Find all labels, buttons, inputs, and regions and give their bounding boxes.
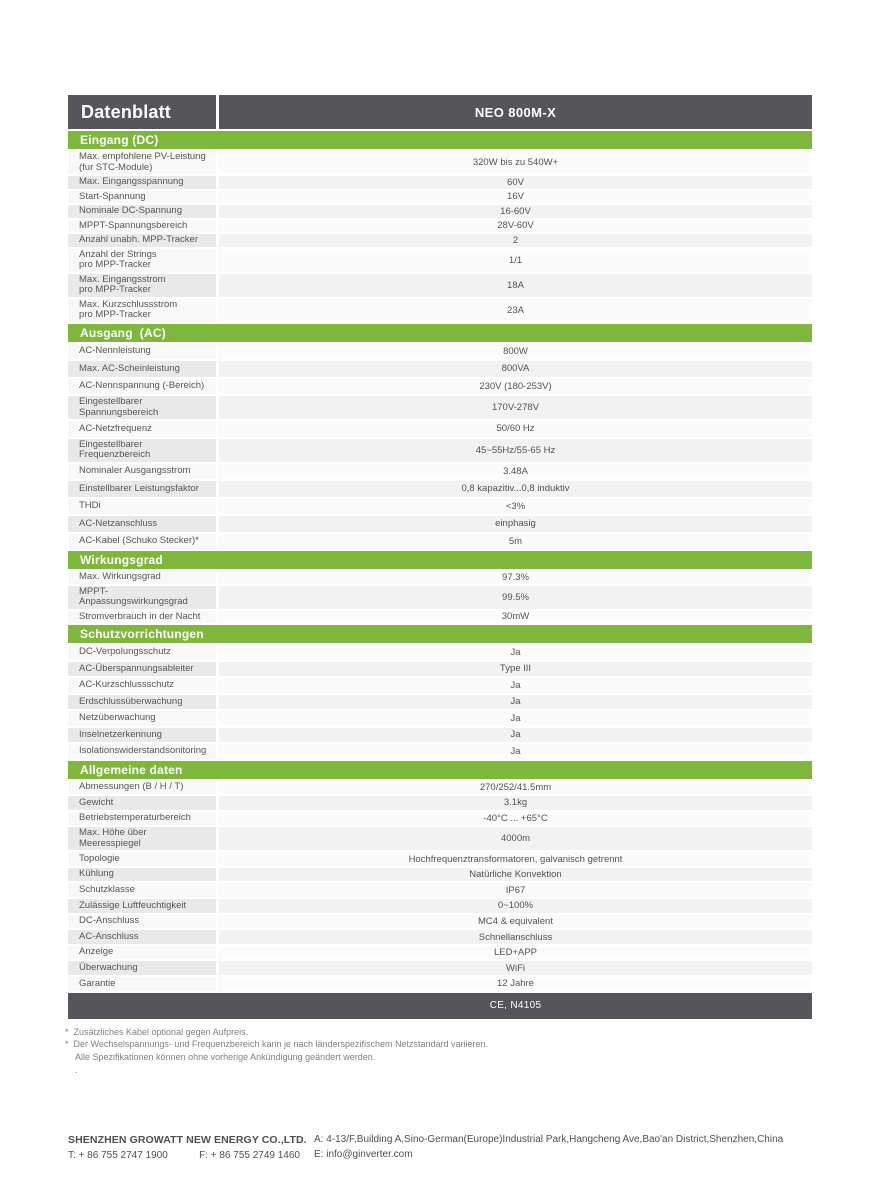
row-label-line: Zulässige Luftfeuchtigkeit — [79, 899, 187, 911]
row-label — [68, 249, 216, 272]
footnote-line: * Zusätzliches Kabel optional gegen Aufpreis. — [65, 1026, 249, 1037]
row-value: Natürliche Konvektion — [216, 868, 812, 882]
table-row — [68, 344, 812, 362]
row-label — [68, 571, 216, 584]
row-label — [68, 695, 216, 710]
row-value: Ja — [216, 744, 812, 759]
row-value: 50/60 Hz — [216, 421, 812, 437]
table-row — [68, 571, 812, 586]
row-label — [68, 344, 216, 360]
row-label — [68, 915, 216, 929]
table-row — [68, 379, 812, 397]
row-label-line: Eingestellbarer Spannungsbereich — [79, 396, 159, 418]
row-value: 99.5% — [216, 586, 812, 609]
row-label-line: Garantie — [79, 977, 116, 989]
row-label — [68, 299, 216, 322]
row-label — [68, 191, 216, 204]
page-title: Datenblatt — [68, 95, 216, 129]
row-label-line: Netzüberwachung — [79, 712, 156, 723]
row-label — [68, 796, 216, 810]
row-value: IP67 — [216, 883, 812, 897]
row-label — [68, 728, 216, 743]
model-name: NEO 800M-X — [216, 95, 812, 129]
row-label-line: Erdschlussüberwachung — [79, 695, 183, 707]
row-label-line: Max. AC-Scheinleistung — [79, 362, 180, 374]
row-label-line: Einstellbarer Leistungsfaktor — [79, 482, 199, 494]
row-label — [68, 220, 216, 233]
row-value: 18A — [216, 274, 812, 297]
row-label-line: AC-Nennspannung (-Bereich) — [79, 380, 205, 391]
row-value: 0~100% — [216, 899, 812, 913]
spec-table — [65, 95, 812, 1077]
spec-section — [68, 761, 812, 993]
table-row — [68, 868, 812, 884]
row-label-line: AC-Überspannungsableiter — [79, 662, 194, 674]
row-value: 800VA — [216, 361, 812, 377]
row-value: 23A — [216, 299, 812, 322]
row-value: 2 — [216, 234, 812, 247]
row-value: Ja — [216, 678, 812, 693]
row-value: Ja — [216, 728, 812, 743]
row-value: Ja — [216, 645, 812, 660]
table-row — [68, 299, 812, 324]
table-row — [68, 205, 812, 220]
footnotes — [65, 1026, 812, 1077]
row-value: 320W bis zu 540W+ — [216, 151, 812, 174]
table-row — [68, 711, 812, 728]
table-row — [68, 421, 812, 439]
row-label — [68, 883, 216, 897]
table-row — [68, 883, 812, 899]
row-label — [68, 812, 216, 826]
row-label — [68, 464, 216, 480]
row-label-line: Max. Kurzschlussstrom — [79, 298, 178, 310]
company-info-left — [68, 1134, 307, 1161]
spec-section — [68, 324, 812, 552]
row-label-line: Anzahl der Strings — [79, 248, 157, 260]
company-info-right — [300, 1134, 812, 1161]
table-row — [68, 499, 812, 517]
row-label — [68, 361, 216, 377]
row-value: 28V-60V — [216, 220, 812, 233]
row-value: Ja — [216, 711, 812, 726]
row-label-line: Schutzklasse — [79, 884, 135, 896]
table-row — [68, 361, 812, 379]
row-value: Hochfrequenztransformatoren, galvanisch getrennt — [216, 852, 812, 866]
row-value: 16-60V — [216, 205, 812, 218]
row-label-line: AC-Anschluss — [79, 930, 139, 942]
row-label-line: MPPT-Spannungsbereich — [79, 219, 188, 231]
certification-bar-spacer — [68, 993, 219, 1019]
row-label-line: Abmessungen (B / H / T) — [79, 781, 184, 793]
row-value: MC4 & equivalent — [216, 915, 812, 929]
table-row — [68, 946, 812, 962]
table-row — [68, 220, 812, 235]
row-label — [68, 977, 216, 991]
row-label-line: (fur STC-Module) — [79, 161, 153, 173]
row-label-line: Max. Eingangsspannung — [79, 176, 184, 187]
table-row — [68, 695, 812, 712]
row-value: 1/1 — [216, 249, 812, 272]
table-row — [68, 930, 812, 946]
company-telephone: T: + 86 755 2747 1900 — [68, 1150, 168, 1161]
row-label-line: Max. Höhe über Meeresspiegel — [79, 827, 147, 849]
row-label — [68, 827, 216, 850]
row-label — [68, 234, 216, 247]
table-row — [68, 899, 812, 915]
row-value: WiFi — [216, 961, 812, 975]
spec-section — [68, 625, 812, 761]
row-value: 800W — [216, 344, 812, 360]
table-row — [68, 961, 812, 977]
row-label-line: Nominale DC-Spannung — [79, 205, 182, 216]
row-label — [68, 868, 216, 882]
row-value: 60V — [216, 176, 812, 189]
row-value: 270/252/41.5mm — [216, 781, 812, 795]
row-value: 0,8 kapazitiv...0,8 induktiv — [216, 481, 812, 497]
row-label-line: Überwachung — [79, 961, 138, 973]
table-row — [68, 781, 812, 797]
row-value: Ja — [216, 695, 812, 710]
row-label-line: Eingestellbarer Frequenzbereich — [79, 438, 151, 460]
row-value: LED+APP — [216, 946, 812, 960]
row-label — [68, 611, 216, 624]
row-label — [68, 396, 216, 419]
row-label-line: pro MPP-Tracker — [79, 284, 151, 295]
row-label-line: AC-Nennleistung — [79, 345, 151, 356]
row-label — [68, 534, 216, 550]
row-label-line: AC-Netzfrequenz — [79, 422, 152, 434]
row-label-line: Topologie — [79, 852, 120, 864]
row-label — [68, 586, 216, 609]
row-label — [68, 516, 216, 532]
row-label — [68, 439, 216, 462]
row-label-line: Max. Wirkungsgrad — [79, 571, 161, 582]
table-row — [68, 191, 812, 206]
table-row — [68, 977, 812, 993]
table-row — [68, 586, 812, 611]
row-value: 16V — [216, 191, 812, 204]
company-name: SHENZHEN GROWATT NEW ENERGY CO.,LTD. — [68, 1134, 307, 1146]
row-label — [68, 205, 216, 218]
section-header: Eingang (DC) — [68, 131, 812, 151]
row-label-line: AC-Netzanschluss — [79, 517, 158, 529]
row-label — [68, 662, 216, 677]
row-label-line: DC-Verpolungsschutz — [79, 646, 171, 657]
row-value: 170V-278V — [216, 396, 812, 419]
row-value: 3.1kg — [216, 796, 812, 810]
row-label — [68, 711, 216, 726]
table-row — [68, 151, 812, 176]
row-label — [68, 499, 216, 515]
row-label — [68, 961, 216, 975]
row-label-line: Max. Eingangsstrom — [79, 273, 166, 285]
row-label-line: MPPT-Anpassungswirkungsgrad — [79, 585, 188, 607]
table-row — [68, 234, 812, 249]
company-email: E: info@ginverter.com — [314, 1149, 413, 1160]
table-row — [68, 915, 812, 931]
row-value: 45~55Hz/55-65 Hz — [216, 439, 812, 462]
spec-section — [68, 131, 812, 324]
section-header: Wirkungsgrad — [68, 551, 812, 571]
row-value: 97.3% — [216, 571, 812, 584]
table-row — [68, 796, 812, 812]
row-label-line: Kühlung — [79, 868, 114, 880]
row-label — [68, 899, 216, 913]
row-label — [68, 481, 216, 497]
row-value: 4000m — [216, 827, 812, 850]
row-label-line: Stromverbrauch in der Nacht — [79, 610, 201, 622]
table-row — [68, 678, 812, 695]
table-row — [68, 827, 812, 852]
row-label-line: Betriebstemperaturbereich — [79, 812, 191, 824]
row-label-line: Max. empfohlene PV-Leistung — [79, 151, 206, 162]
row-value: 3.48A — [216, 464, 812, 480]
row-label-line: AC-Kabel (Schuko Stecker)* — [79, 535, 199, 546]
table-row — [68, 611, 812, 626]
row-label — [68, 379, 216, 395]
row-label — [68, 421, 216, 437]
row-label-line: AC-Kurzschlussschutz — [79, 679, 175, 690]
table-row — [68, 439, 812, 464]
row-value: einphasig — [216, 516, 812, 532]
table-row — [68, 274, 812, 299]
footnote-line: . — [75, 1065, 78, 1076]
row-label — [68, 781, 216, 795]
row-label-line: THDi — [79, 500, 101, 511]
table-row — [68, 645, 812, 662]
company-info — [68, 1134, 812, 1161]
row-label — [68, 946, 216, 960]
row-label — [68, 852, 216, 866]
row-label — [68, 176, 216, 189]
certification-bar — [68, 993, 812, 1019]
section-header: Allgemeine daten — [68, 761, 812, 781]
row-value: 5m — [216, 534, 812, 550]
table-row — [68, 662, 812, 679]
row-label-line: Anzeige — [79, 946, 114, 958]
row-label-line: pro MPP-Tracker — [79, 309, 151, 320]
row-label-line: Gewicht — [79, 796, 114, 808]
row-label-line: Inselnetzerkennung — [79, 728, 162, 740]
footnote-line: * Der Wechselspannungs- und Frequenzbereich kann je nach länderspezifischem Netzstandard variieren. — [65, 1039, 489, 1050]
table-header — [68, 95, 812, 129]
table-row — [68, 464, 812, 482]
table-row — [68, 176, 812, 191]
company-address: A: 4-13/F,Building A,Sino-German(Europe)Industrial Park,Hangcheng Ave,Bao'an District,Shenzhen,China — [314, 1134, 784, 1145]
row-label — [68, 678, 216, 693]
certification-text: CE, N4105 — [489, 1000, 542, 1012]
row-value: Schnellanschluss — [216, 930, 812, 944]
row-label — [68, 744, 216, 759]
table-row — [68, 249, 812, 274]
table-row — [68, 481, 812, 499]
company-phone-row — [68, 1150, 300, 1161]
row-value: -40°C ... +65°C — [216, 812, 812, 826]
row-value: <3% — [216, 499, 812, 515]
row-value: 230V (180-253V) — [216, 379, 812, 395]
table-row — [68, 728, 812, 745]
row-label-line: Start-Spannung — [79, 190, 146, 202]
table-row — [68, 744, 812, 761]
section-header: Ausgang (AC) — [68, 324, 812, 344]
company-fax: F: + 86 755 2749 1460 — [199, 1150, 300, 1161]
row-label-line: DC-Anschluss — [79, 915, 140, 927]
spec-section — [68, 551, 812, 625]
table-row — [68, 516, 812, 534]
row-label — [68, 645, 216, 660]
row-value: 12 Jahre — [216, 977, 812, 991]
section-header: Schutzvorrichtungen — [68, 625, 812, 645]
table-row — [68, 534, 812, 552]
row-label-line: Nominaler Ausgangsstrom — [79, 465, 191, 476]
table-row — [68, 812, 812, 828]
row-label — [68, 151, 216, 174]
row-label-line: Anzahl unabh. MPP-Tracker — [79, 234, 198, 245]
row-label-line: pro MPP-Tracker — [79, 259, 151, 270]
row-label-line: Isolationswiderstandsonitoring — [79, 745, 207, 756]
table-row — [68, 852, 812, 868]
table-row — [68, 396, 812, 421]
row-label — [68, 930, 216, 944]
row-label — [68, 274, 216, 297]
row-value: 30mW — [216, 611, 812, 624]
footnote-line: Alle Spezifikationen können ohne vorherige Ankündigung geändert werden. — [75, 1052, 376, 1063]
spec-sections — [68, 131, 812, 993]
row-value: Type III — [216, 662, 812, 677]
